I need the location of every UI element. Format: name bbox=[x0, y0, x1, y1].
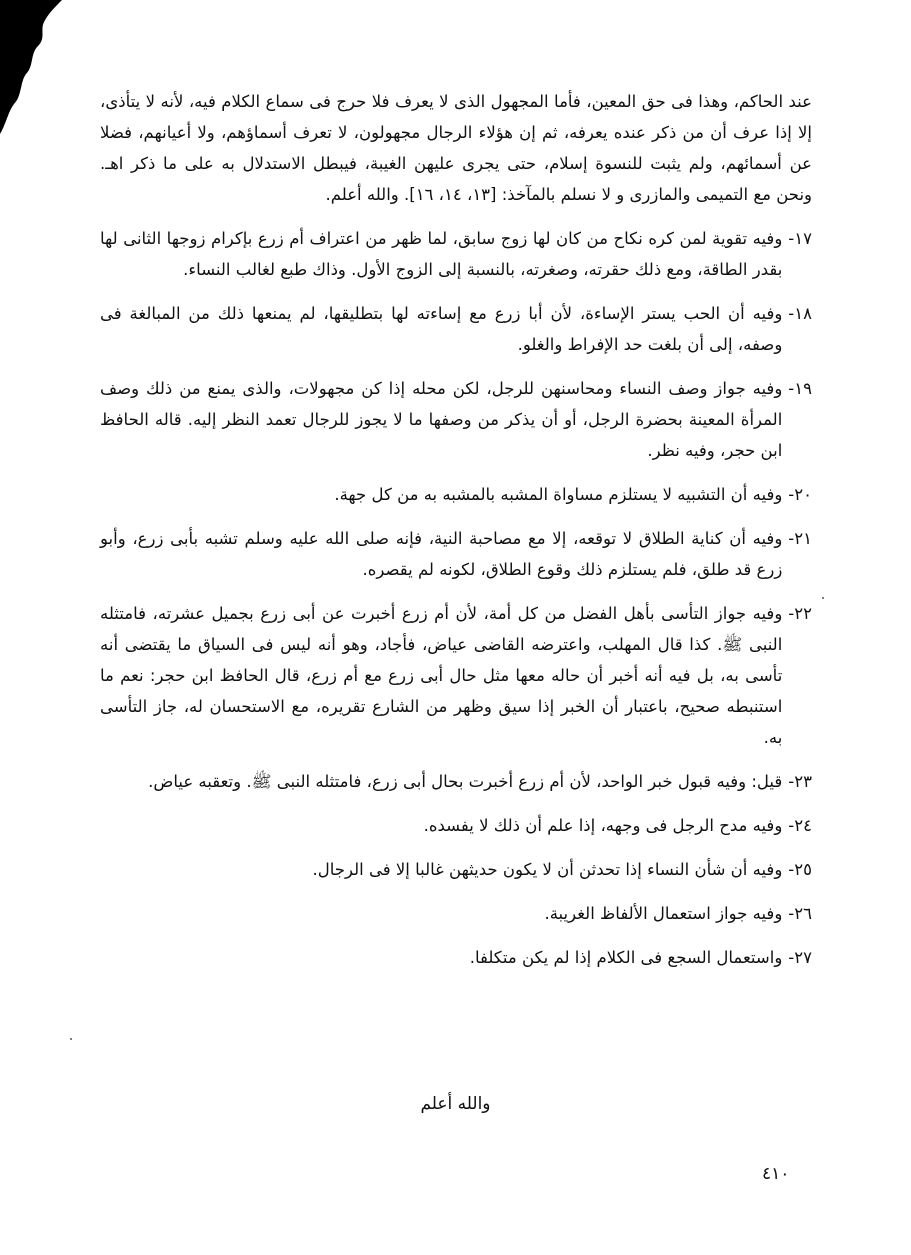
item-text: وفيه أن كناية الطلاق لا توقعه، إلا مع مصاحبة النية، فإنه صلى الله عليه وسلم تشبه بأبى زرع، وأبو زرع قد طلق، فلم يستلزم ذلك وقوع الطلاق، لكونه لم يقصره. bbox=[100, 529, 783, 579]
item-text: وفيه أن الحب يستر الإساءة، لأن أبا زرع مع إساءته لها بتطليقها، لم يمنعها ذلك من المبالغة فى وصفه، إلى أن بلغت حد الإفراط والغلو. bbox=[100, 304, 783, 354]
list-item bbox=[100, 854, 812, 885]
list-item bbox=[100, 598, 812, 753]
item-text: وفيه جواز التأسى بأهل الفضل من كل أمة، لأن أم زرع أخبرت عن أبى زرع بجميل عشرته، فامتثله النبى ﷺ. كذا قال المهلب، واعترضه القاضى عياض، فأجاد، وهو أنه ليس فى السياق ما يقتضى أنه تأسى به، بل فيه أنه أخبر أن حاله معها مثل حال أبى زرع مع أم زرع، قال الحافظ ابن حجر: نعم ما استنبطه صحيح، باعتبار أن الخبر إذا سيق وظهر من الشارع تقريره، مع الاستحسان له، جاز التأسى به. bbox=[100, 604, 783, 747]
page-number: ٤١٠ bbox=[762, 1164, 790, 1184]
item-number: ٢١- bbox=[788, 529, 812, 548]
list-item bbox=[100, 373, 812, 466]
list-item bbox=[100, 223, 812, 285]
item-text: وفيه مدح الرجل فى وجهه، إذا علم أن ذلك لا يفسده. bbox=[423, 816, 783, 835]
list-item bbox=[100, 898, 812, 929]
list-item bbox=[100, 479, 812, 510]
item-number: ٢٢- bbox=[788, 604, 812, 623]
item-text: قيل: وفيه قبول خبر الواحد، لأن أم زرع أخبرت بحال أبى زرع، فامتثله النبى ﷺ. وتعقبه عياض. bbox=[148, 772, 783, 791]
list-item bbox=[100, 523, 812, 585]
item-number: ٢٣- bbox=[788, 772, 812, 791]
item-number: ٢٠- bbox=[788, 485, 812, 504]
item-text: وفيه أن شأن النساء إذا تحدثن أن لا يكون حديثهن غالبا إلا فى الرجال. bbox=[312, 860, 783, 879]
item-text: وفيه جواز وصف النساء ومحاسنهن للرجل، لكن محله إذا كن مجهولات، والذى يمنع من ذلك وصف المرأة المعينة بحضرة الرجل، أو أن يذكر من وصفها ما لا يجوز للرجال تعمد النظر إليه. قاله الحافظ ابن حجر، وفيه نظر. bbox=[100, 379, 783, 460]
item-number: ٢٤- bbox=[788, 816, 812, 835]
item-number: ٢٧- bbox=[788, 948, 812, 967]
closing-phrase: والله أعلم bbox=[420, 1094, 491, 1114]
list-item bbox=[100, 942, 812, 973]
stray-dot bbox=[822, 597, 824, 599]
item-number: ٢٦- bbox=[788, 904, 812, 923]
list-item bbox=[100, 298, 812, 360]
item-text: واستعمال السجع فى الكلام إذا لم يكن متكلفا. bbox=[469, 948, 783, 967]
list-item bbox=[100, 810, 812, 841]
item-text: وفيه تقوية لمن كره نكاح من كان لها زوج سابق، لما ظهر من اعتراف أم زرع بإكرام زوجها الثانى لها بقدر الطاقة، ومع ذلك حقرته، وصغرته، بالنسبة إلى الزوج الأول. وذاك طبع لغالب النساء. bbox=[100, 229, 783, 279]
page-text bbox=[100, 86, 812, 986]
list-item bbox=[100, 766, 812, 797]
torn-corner-mark bbox=[0, 0, 100, 140]
item-number: ٢٥- bbox=[788, 860, 812, 879]
intro-paragraph: عند الحاكم، وهذا فى حق المعين، فأما المجهول الذى لا يعرف فلا حرج فى سماع الكلام فيه، لأنه لا يتأذى، إلا إذا عرف أن من ذكر عنده يعرفه، ثم إن هؤلاء الرجال مجهولون، لا تعرف أسماؤهم، ولا أعيانهم، فضلا عن أسمائهم، ولم يثبت للنسوة إسلام، حتى يجرى عليهن الغيبة، فيبطل الاستدلال به على ما ذكر اهـ. ونحن مع التميمى والمازرى و لا نسلم بالمآخذ: [١٣، ١٤، ١٦]. والله أعلم. bbox=[100, 92, 812, 204]
item-number: ١٧- bbox=[788, 229, 812, 248]
item-text: وفيه جواز استعمال الألفاظ الغريبة. bbox=[544, 904, 783, 923]
item-text: وفيه أن التشبيه لا يستلزم مساواة المشبه بالمشبه به من كل جهة. bbox=[334, 485, 783, 504]
stray-dot bbox=[70, 1038, 72, 1040]
item-number: ١٩- bbox=[788, 379, 812, 398]
item-number: ١٨- bbox=[788, 304, 812, 323]
